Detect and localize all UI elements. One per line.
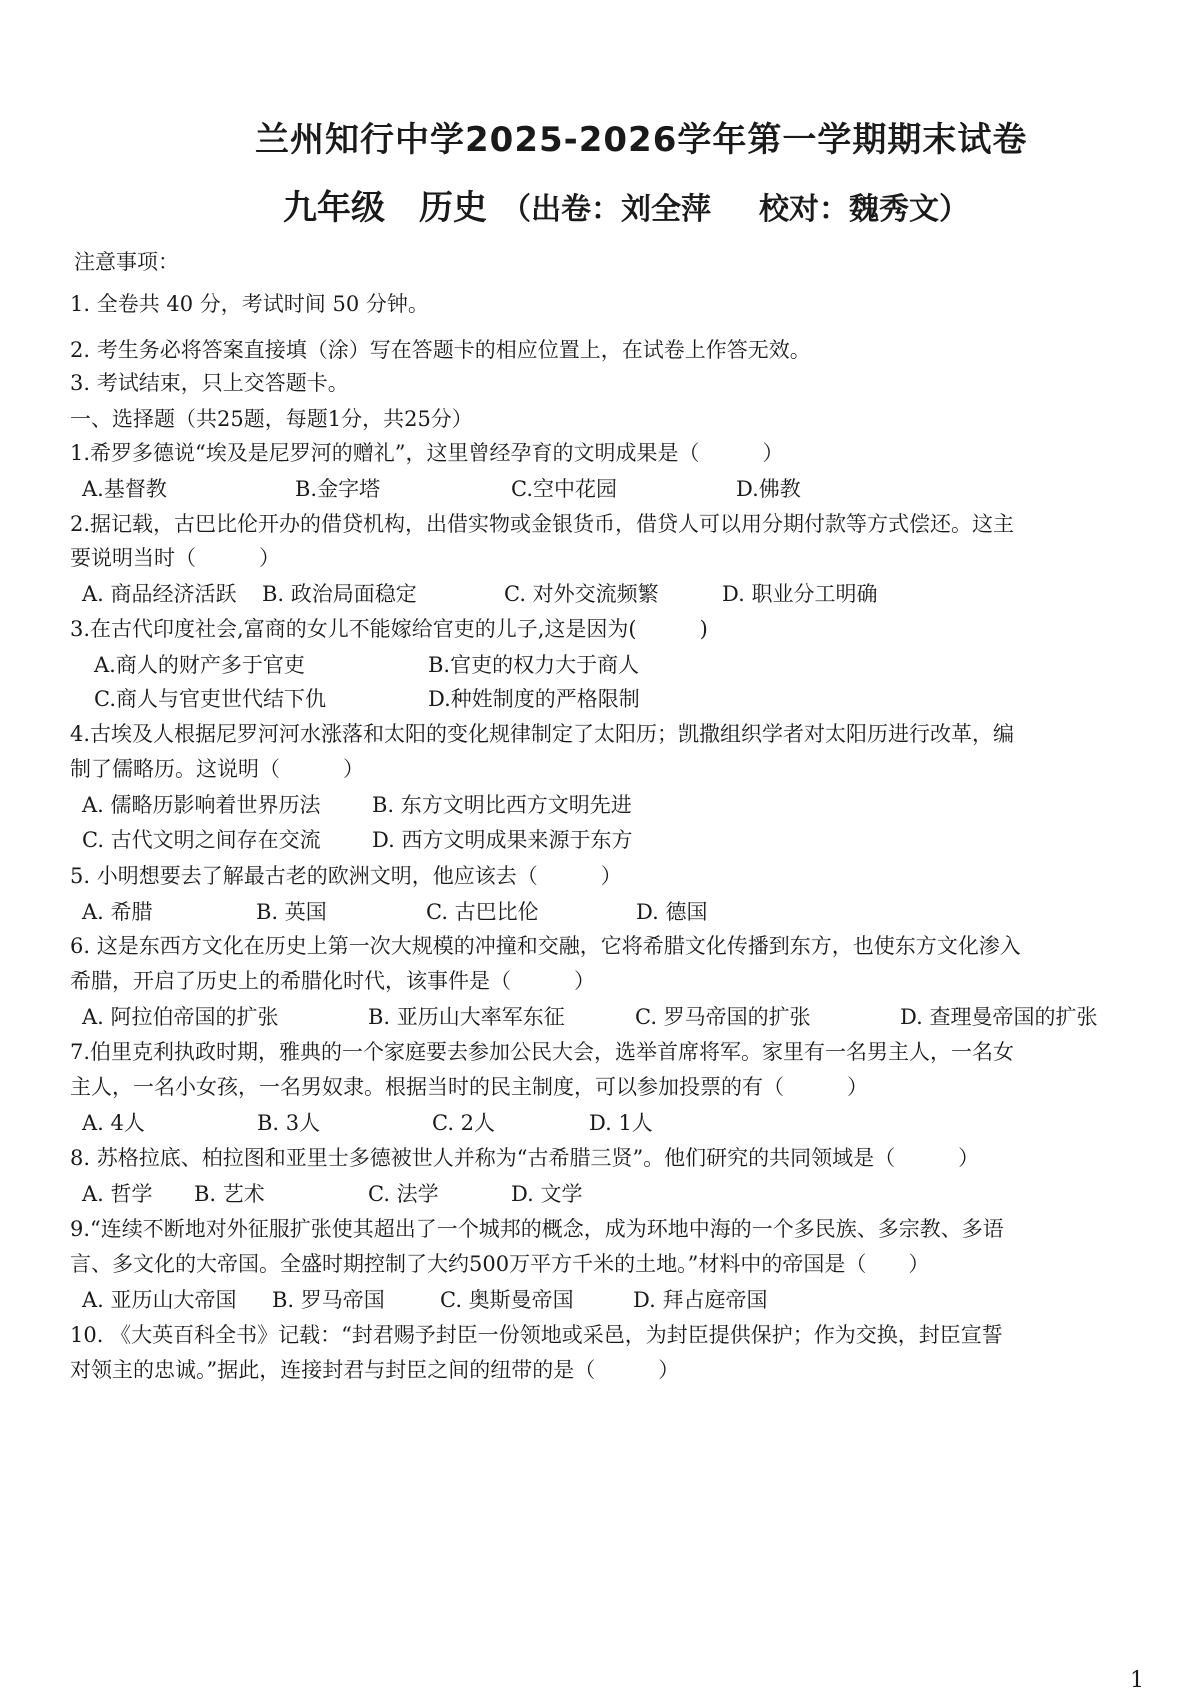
option: B. 政治局面稳定	[262, 582, 417, 606]
option: B. 罗马帝国	[272, 1288, 385, 1312]
question-stem: 言、多文化的大帝国。全盛时期控制了大约500万平方千米的土地。”材料中的帝国是（ ）	[70, 1252, 930, 1276]
option: A. 儒略历影响着世界历法	[82, 793, 321, 817]
option: A.商人的财产多于官吏	[94, 653, 305, 677]
option: D. 职业分工明确	[722, 582, 878, 606]
question-stem: 3.在古代印度社会,富商的女儿不能嫁给官吏的儿子,这是因为( )	[70, 617, 708, 641]
option: D. 西方文明成果来源于东方	[372, 828, 633, 852]
option: A.基督教	[82, 477, 167, 501]
option-row	[82, 1184, 582, 1205]
option: D. 拜占庭帝国	[633, 1288, 768, 1312]
option-row	[82, 1290, 767, 1311]
question-stem: 8. 苏格拉底、柏拉图和亚里士多德被世人并称为“古希腊三贤”。他们研究的共同领域是（ ）	[70, 1146, 980, 1170]
option: A. 哲学	[82, 1182, 153, 1206]
question-stem: 6. 这是东西方文化在历史上第一次大规模的冲撞和交融，它将希腊文化传播到东方，也使东方文化渗入	[70, 934, 1021, 958]
notes-heading: 注意事项：	[74, 250, 179, 274]
author-credit: （出卷：刘全萍	[501, 192, 711, 227]
option: B. 3人	[257, 1111, 321, 1135]
note-item: 3. 考试结束，只上交答题卡。	[70, 371, 349, 395]
option: A. 4人	[82, 1111, 145, 1135]
page-number: 1	[1130, 1668, 1144, 1693]
subject-label: 历史	[419, 188, 487, 228]
option: C. 罗马帝国的扩张	[635, 1005, 811, 1029]
option-row	[82, 584, 877, 605]
question-stem: 要说明当时（ ）	[70, 546, 280, 570]
option: B. 英国	[256, 900, 327, 924]
question-stem: 4.古埃及人根据尼罗河河水涨落和太阳的变化规律制定了太阳历；凯撒组织学者对太阳历进行改革，编	[70, 722, 1015, 746]
question-stem: 对领主的忠诚。”据此，连接封君与封臣之间的纽带的是（ ）	[70, 1358, 680, 1382]
question-stem: 希腊，开启了历史上的希腊化时代，该事件是（ ）	[70, 969, 595, 993]
question-stem: 7.伯里克利执政时期，雅典的一个家庭要去参加公民大会，选举首席将军。家里有一名男主人，一名女	[70, 1040, 1015, 1064]
option: A. 希腊	[82, 900, 153, 924]
option: B. 东方文明比西方文明先进	[372, 793, 632, 817]
option: C. 古巴比伦	[426, 900, 539, 924]
option: D.种姓制度的严格限制	[428, 687, 640, 711]
option: A. 商品经济活跃	[82, 582, 237, 606]
option: A. 亚历山大帝国	[82, 1288, 237, 1312]
option-row	[94, 689, 640, 710]
section-heading: 一、选择题（共25题，每题1分，共25分）	[70, 407, 473, 431]
exam-subtitle	[283, 180, 969, 229]
option-row	[82, 479, 801, 500]
option: D. 1人	[589, 1111, 653, 1135]
option: C. 法学	[368, 1182, 439, 1206]
option: D.佛教	[736, 477, 801, 501]
option: B. 亚历山大率军东征	[368, 1005, 565, 1029]
option: B. 艺术	[194, 1182, 265, 1206]
option: C. 对外交流频繁	[504, 582, 659, 606]
grade-label: 九年级	[283, 188, 385, 228]
proofreader-credit: 校对：魏秀文）	[759, 192, 969, 227]
option-row	[82, 902, 707, 923]
option: D. 查理曼帝国的扩张	[900, 1005, 1098, 1029]
question-stem: 1.希罗多德说“埃及是尼罗河的赠礼”，这里曾经孕育的文明成果是（ ）	[70, 441, 784, 465]
option-row	[94, 655, 639, 676]
question-stem: 主人，一名小女孩，一名男奴隶。根据当时的民主制度，可以参加投票的有（ ）	[70, 1075, 868, 1099]
exam-title: 兰州知行中学2025-2026学年第一学期期末试卷	[255, 120, 1028, 160]
credits	[501, 192, 969, 227]
option: D. 德国	[636, 900, 708, 924]
question-stem: 10. 《大英百科全书》记载：“封君赐予封臣一份领地或采邑，为封臣提供保护；作为交换，封臣宣誓	[70, 1323, 1003, 1347]
question-stem: 制了儒略历。这说明（ ）	[70, 757, 364, 781]
option: C. 2人	[432, 1111, 496, 1135]
note-item: 1. 全卷共 40 分，考试时间 50 分钟。	[70, 292, 429, 316]
option: B.官吏的权力大于商人	[428, 653, 640, 677]
option-row	[82, 1007, 1097, 1028]
question-stem: 5. 小明想要去了解最古老的欧洲文明，他应该去（ ）	[70, 864, 622, 888]
option: C. 奥斯曼帝国	[440, 1288, 574, 1312]
option: C.空中花园	[511, 477, 617, 501]
option-row	[82, 1113, 653, 1134]
note-item: 2. 考生务必将答案直接填（涂）写在答题卡的相应位置上，在试卷上作答无效。	[70, 338, 811, 362]
option: D. 文学	[511, 1182, 583, 1206]
option: C.商人与官吏世代结下仇	[94, 687, 326, 711]
option-row	[82, 795, 632, 816]
option-row	[82, 830, 632, 851]
question-stem: 9.“连续不断地对外征服扩张使其超出了一个城邦的概念，成为环地中海的一个多民族、多宗教、多语	[70, 1217, 1004, 1241]
option: C. 古代文明之间存在交流	[82, 828, 321, 852]
question-stem: 2.据记载，古巴比伦开办的借贷机构，出借实物或金银货币，借贷人可以用分期付款等方式偿还。这主	[70, 512, 1015, 536]
option: A. 阿拉伯帝国的扩张	[82, 1005, 279, 1029]
option: B.金字塔	[295, 477, 381, 501]
